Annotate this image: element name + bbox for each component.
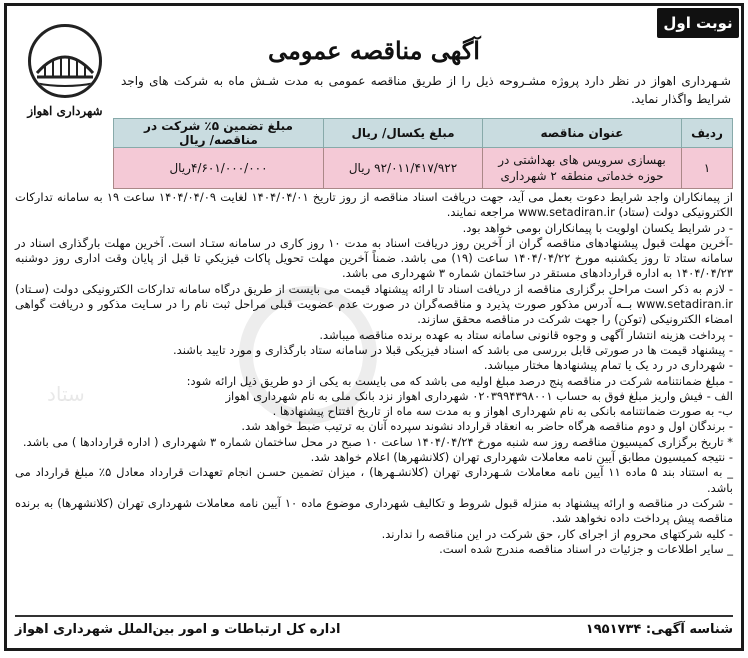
col-amount: مبلغ یکسال/ ریال [324, 119, 483, 148]
cell-amount: ۹۲/۰۱۱/۴۱۷/۹۲۲ ریال [324, 148, 483, 189]
paragraph: - پیشنهاد قیمت ها در صورتی قابل بررسی می باشد که اسناد فیزیکی قبلا در سامانه ستاد بارگذاری و مورد تایید باشند. [173, 342, 733, 357]
watermark-text: ستاد [47, 382, 85, 406]
paragraph: از پیمانکاران واجد شرایط دعوت بعمل می آید، جهت دریافت اسناد مناقصه از روز تاریخ ۱۴۰۴/۰۴/۰۱ لغایت ۱۴۰۴/۰۴/۰۹ ساعت ۱۹ به سامانه تدارکات الکترونیکی دولت (ستاد) www.setadiran.ir مراجعه نمایند. [15, 190, 733, 220]
tender-table [113, 118, 733, 189]
paragraph: _ سایر اطلاعات و جزئیات در اسناد مناقصه مندرج شده است. [439, 541, 733, 556]
paragraph: _ به استناد بند ۵ ماده ۱۱ آیین نامه معاملات شـهرداری تهران (کلانشـهرها) ، میزان تضمین حسـن انجام تعهدات قرارداد معادل ۵٪ مبلغ قرارداد می باشد. [15, 465, 733, 495]
intro-text: شـهرداری اهواز در نظر دارد پروژه مشـروحه ذیل را از طریق مناقصه عمومی به مدت شـش ماه به شرکت های واجد شرایط واگذار نماید. [121, 74, 731, 106]
paragraph: - مبلغ ضمانتنامه شرکت در مناقصه پنج درصد مبلغ اولیه می باشد که می بایست به یکی از دو طریق ذیل ارائه شود: [186, 373, 733, 388]
footer [15, 615, 733, 644]
table-header-row [114, 119, 733, 148]
paragraph: -آخرین مهلت قبول پیشنهادهای مناقصه گران از آخرین روز دریافت اسناد به مدت ۱۰ روز کاری در سامانه ستـاد است. آخرین مهلت بارگذاری اسناد در سامانه ستاد تا روز یکشنبه مورخ ۱۴۰۴/۰۴/۲۲ ساعت (۱۹) می باشد. ضمناً آخرین مهلت تحویل پاکات فیزیکي تا قبل از پایان وقت اداری روز دوشنبه ۱۴۰۴/۰۴/۲۳ به اداره قراردادهای مستقر در ساختمان شماره ۳ شهرداری می باشد. [15, 235, 733, 281]
paragraph: ب- به صورت ضمانتنامه بانکی به نام شهرداری اهواز و به مدت سه ماه از تاریخ افتتاح پیشنهادها . [272, 404, 733, 419]
paragraph: الف - فیش واریز مبلغ فوق به حساب ۰۲۰۳۹۹۴۳۹۸۰۰۱ شهرداری اهواز نزد بانک ملی به نام شهرداری اهواز [225, 388, 733, 403]
col-row: ردیف [682, 119, 733, 148]
round-badge: نوبت اول [657, 8, 739, 38]
paragraph: - پرداخت هزینه انتشار آگهی و وجوه قانونی سامانه ستاد به عهده برنده مناقصه میباشد. [319, 327, 733, 342]
department-name: اداره کل ارتباطات و امور بین‌الملل شهرداری اهواز [15, 622, 341, 637]
ahvaz-bridge-icon [28, 24, 102, 98]
notice-body [15, 190, 733, 557]
paragraph: - لازم به ذکر است مراحل برگزاری مناقصه از دریافت اسناد تا ارائه پیشنهاد قیمت می بایست از طریق درگاه سامانه تدارکات الکترونیکی دولت (سـتاد) www.setadiran.ir بــه آدرس مذکور صورت پذیرد و مناقصه‌گران در صورت عدم عضویت قبلی مراحل ثبت نام را در سـایت مذکور و دریافت گواهی امضاء الکترونیکی (توکن) را جهت شرکت در مناقصه محقق سازند. [15, 281, 733, 327]
paragraph: - کلیه شرکتهای محروم از اجرای کار، حق شرکت در این مناقصه را ندارند. [381, 526, 733, 541]
tender-notice [4, 3, 744, 651]
cell-subject: بهسازی سرویس های بهداشتی در حوزه خدماتی منطقه ۲ شهرداری [483, 148, 682, 189]
paragraph: - برندگان اول و دوم مناقصه هرگاه حاضر به انعقاد قرارداد نشوند سپرده آنان به ترتیب ضبط خواهد شد. [241, 419, 733, 434]
table-row [114, 148, 733, 189]
paragraph: - نتیجه کمیسیون مطابق آیین نامه معاملات شهرداری تهران (کلانشهرها) اعلام خواهد شد. [310, 450, 733, 465]
logo-caption: شهرداری اهواز [27, 104, 103, 118]
paragraph: - شهرداری در رد یک یا تمام پیشنهادها مختار میباشد. [483, 358, 733, 373]
cell-guarantee: ۴/۶۰۱/۰۰۰/۰۰۰ریال [114, 148, 324, 189]
paragraph: * تاریخ برگزاری کمیسیون مناقصه روز سه شنبه مورخ ۱۴۰۴/۰۴/۲۴ ساعت ۱۰ صبح در محل ساختمان شماره ۳ شهرداری ( اداره قراردادها ) می باشد. [22, 434, 733, 449]
page-title: آگهی مناقصه عمومی [268, 36, 480, 65]
col-guarantee: مبلغ تضمین ۵٪ شرکت در مناقصه/ ریال [114, 119, 324, 148]
municipality-logo [19, 24, 111, 136]
ad-number: شناسه آگهی: ۱۹۵۱۷۳۴ [585, 622, 733, 637]
cell-row: ۱ [682, 148, 733, 189]
col-subject: عنوان مناقصه [483, 119, 682, 148]
paragraph: - شرکت در مناقصه و ارائه پیشنهاد به منزله قبول شروط و تکالیف شهرداری موضوع ماده ۱۰ آیین نامه معاملات شهرداری تهران (کلانشهرها) به برنده مناقصه پیش پرداخت داده نخواهد شد. [15, 495, 733, 526]
paragraph: - در شرایط یکسان اولویت با پیمانکاران بومی خواهد بود. [462, 220, 733, 235]
